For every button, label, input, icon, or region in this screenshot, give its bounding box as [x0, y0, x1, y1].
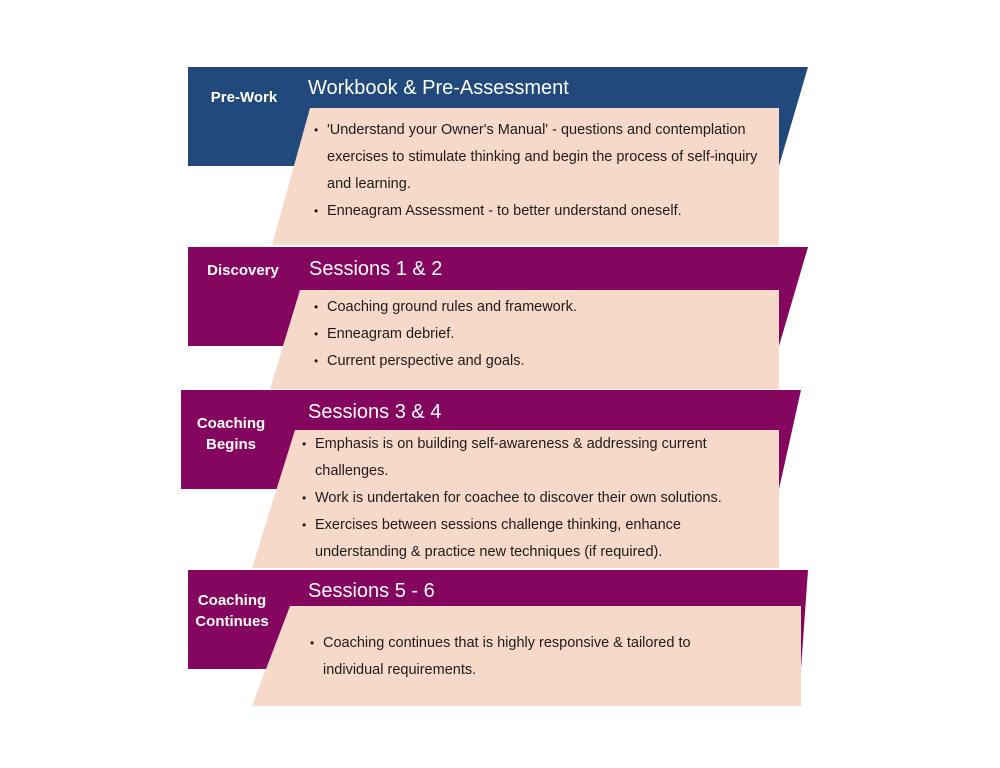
bullet-item: • Coaching ground rules and framework.	[314, 294, 769, 321]
bullet-item: • Current perspective and goals.	[314, 348, 769, 375]
bullet-item: • Exercises between sessions challenge thinking, enhance understanding & practice new techniques (if required).	[302, 512, 772, 566]
stage-title-coaching-continues: Sessions 5 - 6	[308, 580, 435, 602]
stage-label-discovery: Discovery	[207, 262, 279, 279]
stage-label-coaching-continues: Coaching Continues	[195, 592, 269, 630]
bullet-list-coaching-begins	[302, 431, 772, 566]
bullet-item: • Enneagram Assessment - to better understand oneself.	[314, 198, 769, 225]
stage-label-coaching-begins: Coaching Begins	[196, 415, 266, 453]
bullet-item: • Enneagram debrief.	[314, 321, 769, 348]
stage-label-pre-work: Pre-Work	[210, 89, 278, 106]
bullet-item: • Coaching continues that is highly responsive & tailored to individual requirements.	[310, 630, 750, 684]
bullet-list-coaching-continues	[302, 630, 750, 684]
bullet-list-discovery	[314, 294, 769, 375]
bullet-item: • Emphasis is on building self-awareness & addressing current challenges.	[302, 431, 772, 485]
stage-title-pre-work: Workbook & Pre-Assessment	[308, 77, 569, 99]
bullet-item: • 'Understand your Owner's Manual' - questions and contemplation exercises to stimulate thinking and begin the process of self-inquiry and learning.	[314, 117, 769, 198]
bullet-item: • Work is undertaken for coachee to discover their own solutions.	[302, 485, 772, 512]
stage-title-coaching-begins: Sessions 3 & 4	[308, 401, 442, 423]
bullet-list-pre-work	[314, 117, 769, 225]
stage-title-discovery: Sessions 1 & 2	[309, 258, 443, 280]
